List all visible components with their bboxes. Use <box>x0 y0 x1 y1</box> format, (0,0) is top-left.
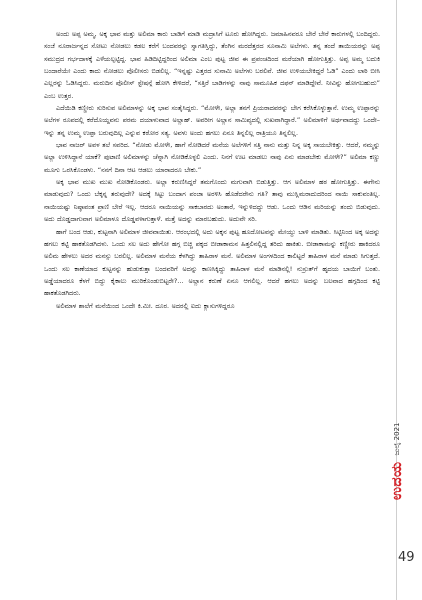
article-paragraph-1: ಅಂದು ಅಪ್ಪ ಅಮ್ಮ, ಅಕ್ಕ ಭಾವ ಮತ್ತು ಅಲಿಮಾ ಕಾರು ಬಾಡಿಗೆ ಮಾಡಿ ಮದ್ರಾಸಿಗೆ ಟೂರು ಹೋಗಿದ್ದರು. ಜಮಾಹಿನವರೂ ಬೇರೆ ಬೇರೆ ಕಾರುಗಳಲ್ಲಿ ಬಂದಿದ್ದರು. ಸಂಜೆ ನೂರಾರ್ಜನ್ನದ ಸೋಟು ನೋಡಲು ಕಡಲ ಕರೆಗೆ ಬಂದವರನ್ನು ಸ್ವಾಗತಿಸ್ತಿದ್ದು, ತೆಂಗಿನ ಮರದೆತ್ತರದ ಸೂನಾಮಿ ಅಲೆಗಳು. ತನ್ನ ತಂದೆ ತಾಯಿಯರನ್ನು ಅಪ್ಪ ಸಮುದ್ರದ ಗರ್ಭದಾಳಕ್ಕೆ ಎಳೆಯಲ್ಪಟ್ಟಿದ್ದ. ಭಾವ ಹಿಡಿದಿಟ್ಟಿದ್ದರಿಂದ ಅಲಿಮಾ ಎಂಬ ಪುಟ್ಟ ಜೀವ ಈ ಪ್ರಪಂಚದಿಂದ ಮರೆಯಾಗಿ ಹೋಗುತ್ತಿತ್ತು. ಅಪ್ಪ ಅಮ್ಮ ಬದುಕಿ ಬಂದಾರೆಯೇ ಎಂದು ಕಾದು ನೋಡಲು ಪೊಲೀಸರು ಬಿಡಲಿಲ್ಲ. “ಇನ್ನಷ್ಟು ಎತ್ತರದ ಸುನಾಮಿ ಅಲೆಗಳು ಬರಲಿವೆ. ಜೀವ ಉಳಿಯಬೇಕಿದ್ದರೆ ಓಡಿ” ಎಂದು ಲಾಠಿ ಬೀಸಿ ಎಲ್ಲರನ್ನು ಓಡಿಸಿದ್ದರು. ಮರುದಿನ ಪೊಲೀಸ್ ಸ್ಟೇಷನ್ಗೆ ಹೋಗಿ ಕೇಳಿದರೆ, “ಸತ್ತಿರೆ ಬಾಡಿಗಳನ್ನು ನಾವು ಸಾಮೂಹಿಕ ದಫನ್ ಮಾಡಿದ್ದೇವೆ. ನೀವಿನ್ನು ಹೋಗಬಹುದು” ಎಂಬ ಉತ್ತರ. <box>44 30 380 100</box>
margin-divider <box>396 0 397 600</box>
article-paragraph-5: ಹಾಗೆ ಬಂದ ಆಡು, ಕುಟ್ಟನಾಗಿ ಅಲಿಮಾಳ ಜೀವವಾಯಿತು. ಆರಂಭದಲ್ಲಿ ಅದು ಅಕ್ಕನ ಪುಟ್ಟ ಹೂದೋಟವನ್ನು ಮೇಯ್ದು ಬಾಳಿ ಮಾಡಿತು. ಸಿಟ್ಟಿನಿಂದ ಅಕ್ಕ ಅದನ್ನು ಹಗಲು ಕಟ್ಟಿ ಹಾಕತೊಡಗಿದಳು. ಒಂದು ಸಲ ಅದು ಹೇಗೋ ಹಗ್ಗ ಬಿಚ್ಚಿ ಪಕ್ಕದ ಬೀಡಾಕಾಮನ ಹಿತ್ತಲಿನಲ್ಲಿದ್ದ ತರಿದು ಹಾಕಿತು. ಬೀಡಾಕಾಮನ್ನು ಕಣ್ಣೀರು ಹಾಕಿದರೂ ಅಲಿಮ ಹೇಳಲು ಅದರ ಮನಸ್ಸು ಬರಲಿಲ್ಲ. ಅಲಿಮಾಳ ಮನೆಯ ಕೆಳಗಿದ್ದು ತಾಹಿರಾಳ ಮನೆ. ಅಲಿಮಾಳ ಅಂಗಳದಿಂದ ಕಾಲಿಟ್ಟರೆ ತಾಹಿರಾಳ ಮನೆ ಮಾಡು ಸಿಗುತ್ತದೆ. ಒಂದು ಸಲ ಕಾಣೆಯಾದ ಕುಟ್ಟನನ್ನು ಹುಡುಕುತ್ತಾ ಬಂದವರಿಗೆ ಅದನ್ನು ಕಾಣಸಿಕ್ಕಿದ್ದು ತಾಹಿರಾಳ ಮನೆ ಮಾಡಿನಲ್ಲಿ! ನುಸ್ರುತ್‌ಗೆ ಹೃದಯ ಬಾಯಿಗೆ ಬಂತು. ಅಡ್ಡೆಯಾದರೂ ಕೆಳಗೆ ಬಿದ್ದು ಕೈಕಾಲು ಮುರಿಕೊಂಡುಬಿಟ್ಟರೇ?... ಅಲ್ಲಾನ ಕರುಣೆ ಏನೂ ಆಗಲಿಲ್ಲ. ಆದರೆ ಹಗಲು ಅದನ್ನು ಬಲವಾದ ಹಗ್ಗದಿಂದ ಕಟ್ಟಿ ಹಾಕತೊಡಗಿದರು. <box>44 227 380 298</box>
article-paragraph-4: ಅಕ್ಕ ಭಾವ ಮುಖ ಮುಖ ನೋಡಿಕೊಂಡರು. ಅಲ್ಲಾ ಕರುಣಿಸಿದ್ದರೆ ತಮಗೊಂದು ಮಗುವಾಗಿ ಬಿಡುತ್ತಿತ್ತು. ಆಗ ಅಲಿಮಾಳ ಹಠ ಹೋಗುತ್ತಿತ್ತು. ಈಗೇನು ಮಾಡುವುದು? ಒಂದು ಬೆಕ್ಕನ್ನ ತರುವುದೇ? ಅದಕ್ಕೆ ಸಿಟ್ಟು ಬಂದಾಗ ಪಂಜಾ ಅರಳಿಸಿ ಹೊಡೆದರೇನು ಗತಿ? ತಾವು ಮುಸ್ಲಿಮರಾದುದರಿಂದ ನಾಯಿ ಸಾಕುವಂತಿಲ್ಲ. ನಾಯಿಯಷ್ಟು ನಿಷ್ಠಾವಂತ ಪ್ರಾಣಿ ಬೇರೆ ಇಲ್ಲ. ಆದರೂ ನಾಯಿಯನ್ನು ಸಾಕಬಾರದು ಅಂತಾರೆ, ಇನ್ನುಳಿದದ್ದು ಆಡು. ಒಂದು ಆಡಿನ ಮರಿಯನ್ನು ತಂದು ಬಿಡುವುದು. ಅದು ದೊಡ್ಡದಾಗುವಾಗ ಅಲಿಮಾಳೂ ದೊಡ್ಡವಳಾಗುತ್ತಾಳೆ. ಮತ್ತೆ ಅದನ್ನು ಮಾರಬಹುದು. ಅದುವೇ ಸರಿ. <box>44 178 380 224</box>
page-number: 49 <box>398 550 415 565</box>
magazine-logo: ಉದಯ <box>389 461 405 500</box>
issue-date: ಜುಲೈ 2021 <box>392 422 401 456</box>
article-paragraph-3: ಭಾವ ನಾಜರ್ ಅವಳ ತಲೆ ಸವರಿದ. “ನೋಡು ಮೋಳೇ, ಹಾಗೆ ನೋಡಿದರೆ ಮನೆಯ ಅಲೆಗಳಿಗೆ ಸತ್ತಿ ನಾನು ಮತ್ತು ನಿನ್ನ ಅಕ್ಕ ಸಾಯಬೇಕಿತ್ತು. ಆದರೆ, ನಮ್ಮನ್ನು ಅಲ್ಲಾ ಉಳಿಸಿದ್ದಾನೆ ಯಾಕೆ? ಪುಟಾಣಿ ಅಲಿಮಾಳನ್ನು ಚೆನ್ನಾಗಿ ನೋಡಿಕೊಳ್ಳಲಿ ಎಂದು. ನಿನಗೆ ಉಟ ಮಾಡಲು ನಾವು ಏನು ಮಾಡಬೇಕು ಮೋಳೇ?” ಅಲಿಮಾ ಕಣ್ಣು ಮೂಗು ಒರಸಿಕೊಂಡಳು. “ನನಗೆ ದಿನಾ ಆಟ ಆಡಲು ಯಾರಾದರೂ ಬೇಕು.” <box>44 141 380 174</box>
running-footer <box>389 423 405 500</box>
article-paragraph-2: ಎದೆಯಿಡಿ ಕಣ್ಣೀರು ಸುರಿಸುವ ಅಲಿಮಾಳನ್ನು ಅಕ್ಕ ಭಾವ ಸಂತೈಸಿದ್ದರು. “ಮೋಳೇ, ಅಲ್ಲಾ ತನಗೆ ಪ್ರಿಯರಾದವರನ್ನು ಬೇಗ ಕರೆಸಿಕೊಳ್ಳುತ್ತಾನೆ. ಉಮ್ಮ ಉಪ್ಪಾರನ್ನು ಅಲೆಗಳ ರೂಪದಲ್ಲಿ ಕರೆದೊಯ್ದವನು ಪರಮ ದಯಾಳುವಾದ ಅಲ್ಲಾಹ್. ಅವರೀಗ ಅಲ್ಲಾನ ಸಾಮಿಪ್ಯದಲ್ಲಿ ಸುಖವಾಗಿದ್ದಾರೆ.” ಅಲಿಮಾಳಿಗೆ ಅರ್ಥವಾದದ್ದು ಒಂದೇ–ಇನ್ನು ತನ್ನ ಉಮ್ಮ ಉಪ್ಪಾ ಬರುವುದಿಲ್ಲ ಎನ್ನುವ ಕಠೋರ ಸತ್ಯ. ಅವಳು ಅಂದು ಹಗಲು ಏನೂ ತಿನ್ನಲಿಲ್ಲ ರಾತ್ರಿಯೂ ತಿನ್ನಲಿಲ್ಲ. <box>44 104 380 137</box>
article-body <box>44 28 380 312</box>
article-paragraph-6: ಅಲಿಮಾಳ ಶಾಲೆಗೆ ಮನೆಯಿಂದ ಒಂದೇ ಕಿ.ಮೀ. ದೂರ. ಅದರಲ್ಲಿ ಐದು ಕ್ಲಾಸುಗಳಿದ್ದರೂ <box>56 301 235 310</box>
